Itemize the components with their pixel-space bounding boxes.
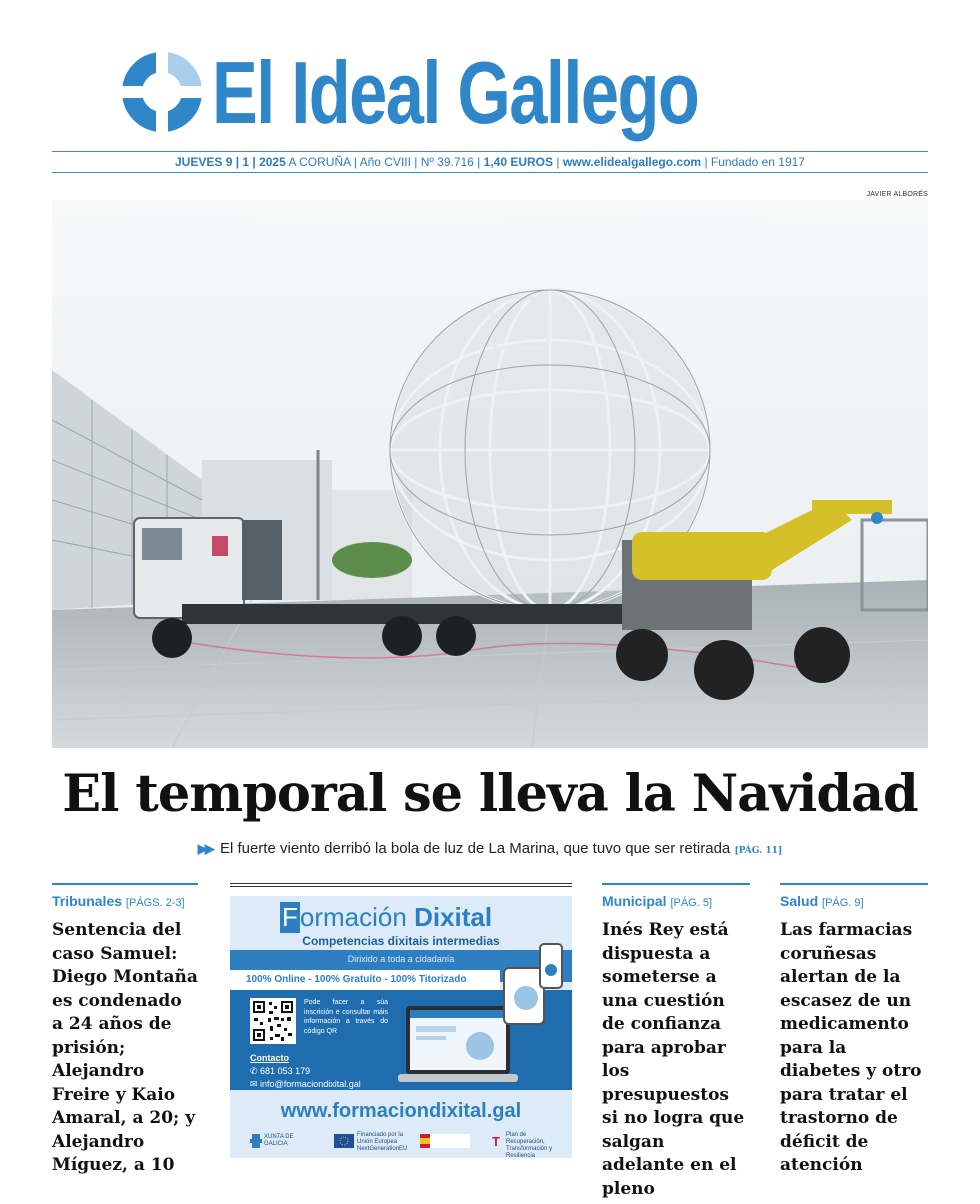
ad-top-rule xyxy=(230,883,572,887)
city: A CORUÑA xyxy=(288,155,351,169)
email-address: info@formaciondixital.gal xyxy=(260,1079,361,1089)
ad-sponsor-logos xyxy=(230,1128,572,1156)
issue-number: | Año CVIII | Nº 39.716 | xyxy=(353,155,481,169)
section-rule xyxy=(780,883,928,885)
salud-column xyxy=(780,883,928,1178)
website-link[interactable]: www.elidealgallego.com xyxy=(562,155,702,169)
formacion-dixital-ad[interactable] xyxy=(230,896,572,1158)
recovery-plan-text: Plan de Recuperación, Transformación y Resiliencia xyxy=(506,1132,553,1158)
phone-number: 681 053 179 xyxy=(260,1066,311,1076)
ad-title-bold: Dixital xyxy=(414,902,493,932)
ad-website-link[interactable]: www.formaciondixital.gal xyxy=(280,1100,522,1122)
eu-logo-text: Financiado por la Unión Europea NextGenerationEU xyxy=(357,1132,408,1152)
section-rule xyxy=(52,883,198,885)
ad-contact xyxy=(250,1052,361,1091)
ad-info-text: Pode facer a súa inscrición e consultar máis información a través do código QR xyxy=(304,999,388,1035)
contact-label: Contacto xyxy=(250,1053,289,1063)
ring-logo-icon xyxy=(120,50,204,134)
masthead xyxy=(0,40,980,146)
newspaper-title: El Ideal Gallego xyxy=(212,43,699,142)
section-header xyxy=(780,893,928,909)
section-header xyxy=(52,893,198,909)
recovery-plan-logo-icon xyxy=(492,1134,504,1148)
ad-title-rest: ormación xyxy=(299,902,407,932)
dateline xyxy=(52,151,928,173)
page-reference: [PÁG. 9] xyxy=(822,897,864,909)
phone-row[interactable] xyxy=(250,1065,361,1078)
lead-headline[interactable]: El temporal se lleva la Navidad xyxy=(62,764,918,824)
story-headline[interactable]: Inés Rey está dispuesta a someterse a una cuestión de confianza para aprobar los presupuestos si no logra que salgan adelante en el pleno xyxy=(602,920,745,1199)
lead-subhead xyxy=(0,840,980,857)
section-name[interactable]: Tribunales xyxy=(52,893,123,909)
subhead-text: El fuerte viento derribó la bola de luz de La Marina, que tuvo que ser retirada xyxy=(219,840,731,857)
founded: | Fundado en 1917 xyxy=(704,155,805,169)
ad-title-initial: F xyxy=(282,902,298,932)
qr-code-icon[interactable] xyxy=(250,998,296,1044)
spain-government-logo-icon xyxy=(420,1134,470,1148)
section-header xyxy=(602,893,750,909)
xunta-logo-text: XUNTA DE GALICIA xyxy=(264,1134,294,1147)
ad-audience: Dirixido a toda a cidadanía xyxy=(347,954,455,964)
municipal-column xyxy=(602,883,750,1201)
ad-features: 100% Online - 100% Gratuíto - 100% Titorizado xyxy=(230,970,500,990)
ad-title xyxy=(280,902,492,933)
separator: | xyxy=(556,155,560,169)
page-reference: [PÁG. 11] xyxy=(734,846,783,856)
lead-photo xyxy=(52,200,928,748)
ad-subtitle: Competencias dixitais intermedias xyxy=(302,934,500,948)
photo-credit: JAVIER ALBORÉS xyxy=(866,191,928,198)
xunta-logo-icon xyxy=(250,1134,262,1148)
section-rule xyxy=(602,883,750,885)
section-name[interactable]: Municipal xyxy=(602,893,667,909)
email-row[interactable] xyxy=(250,1078,361,1091)
email-icon: ✉ xyxy=(250,1079,261,1089)
price: 1,40 EUROS xyxy=(483,155,554,169)
phone-icon: ✆ xyxy=(250,1066,261,1076)
christmas-ball-photo-icon xyxy=(52,200,928,748)
story-headline[interactable]: Las farmacias coruñesas alertan de la escasez de un medicamento para la diabetes y otro para tratar el trastorno de déficit de atención xyxy=(780,920,922,1175)
tribunales-column xyxy=(52,883,198,1178)
date: JUEVES 9 | 1 | 2025 xyxy=(175,155,286,169)
page-reference: [PÁGS. 2-3] xyxy=(125,897,185,909)
svg-text:T: T xyxy=(492,1134,500,1148)
section-name[interactable]: Salud xyxy=(780,893,819,909)
story-headline[interactable]: Sentencia del caso Samuel: Diego Montaña es condenado a 24 años de prisión; Alejandro Freire y Kaio Amaral, a 20; y Alejandro Míguez, a 10 xyxy=(52,920,198,1175)
page-reference: [PÁG. 5] xyxy=(670,897,713,909)
double-chevron-icon: ▶▶ xyxy=(197,841,212,856)
eu-flag-icon xyxy=(334,1134,354,1148)
phone-device-icon xyxy=(500,942,564,1028)
